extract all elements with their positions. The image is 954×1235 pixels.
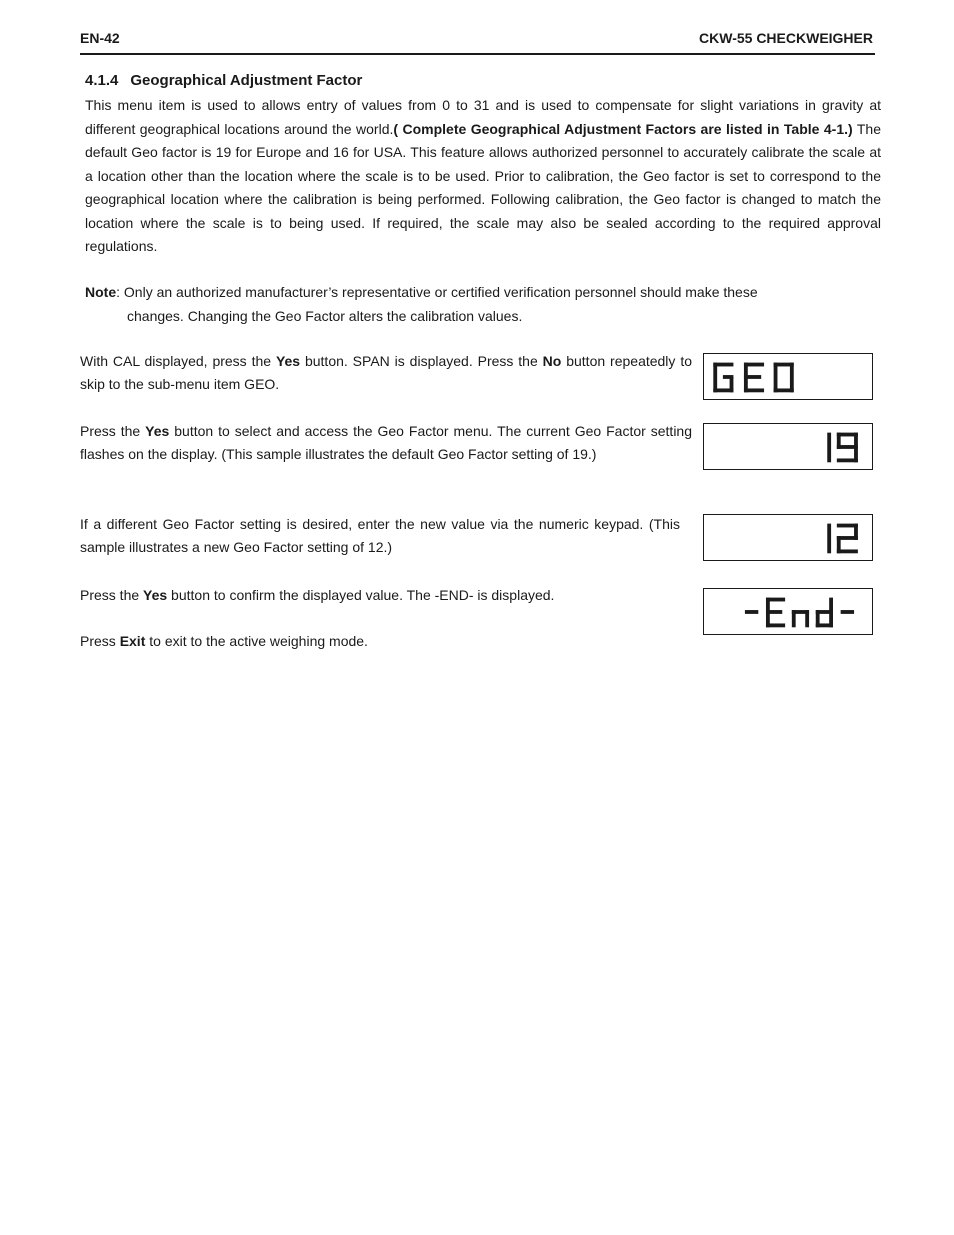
table-reference: ( Complete Geographical Adjustment Factors are listed in Table 4-1.) [393,120,853,137]
lcd-display-12 [703,514,873,561]
yes-key-label: Yes [145,423,170,439]
yes-key-label: Yes [275,353,301,369]
lcd-display-end [703,588,873,635]
lcd-geo-segments [704,354,872,399]
step-4: Press the Yes button to confirm the displayed value. The -END- is displayed. [80,587,555,603]
note-line-2: changes. Changing the Geo Factor alters the calibration values. [127,307,523,324]
step-2: Press the Yes button to select and access the Geo Factor menu. The current Geo Factor setting flashes on the display. (This sample illustrates the default Geo Factor setting of 19.) [80,423,692,462]
page-number: EN-42 [80,30,120,46]
lcd-19-segments [704,424,872,469]
section-number: 4.1.4 [85,72,119,89]
section-title: Geographical Adjustment Factor [130,72,363,89]
intro-paragraph [85,94,881,259]
note-line-1: Note: Only an authorized manufacturer’s representative or certified verification personnel should make these [85,284,758,300]
step-3: If a different Geo Factor setting is desired, enter the new value via the numeric keypad. (This sample illustrates a new Geo Factor setting of 12.) [80,516,680,555]
note-label: Note [85,284,117,300]
page-header [80,28,875,55]
lcd-12-segments [704,515,872,560]
step-1: With CAL displayed, press the Yes button. SPAN is displayed. Press the No button repeatedly to skip to the sub-menu item GEO. [80,353,692,392]
intro-text-2: The default Geo factor is 19 for Europe and 16 for USA. This feature allows authorized personnel to accurately calibrate the scale at a location other than the location where the scale is to be used. Prior to calibration, the Geo factor is set to correspond to the geographical location where the calibration is being performed. Following calibration, the Geo factor is changed to match the location where the scale is to being used. If required, the scale may also be sealed according to the required approval regulations. [85,120,881,254]
lcd-display-19 [703,423,873,470]
section-heading [85,72,362,89]
step-5: Press Exit to exit to the active weighing mode. [80,633,368,649]
exit-key-label: Exit [119,633,146,649]
note-block [85,281,785,328]
yes-key-label: Yes [143,587,168,603]
intro-text-1: This menu item is used to allows entry of values from 0 to 31 and is used to compensate for slight variations in gravity at different geographical locations around the world. [85,97,881,137]
no-key-label: No [542,353,562,369]
document-title: CKW-55 CHECKWEIGHER [699,30,873,46]
lcd-display-geo [703,353,873,400]
lcd-end-segments [704,589,872,634]
